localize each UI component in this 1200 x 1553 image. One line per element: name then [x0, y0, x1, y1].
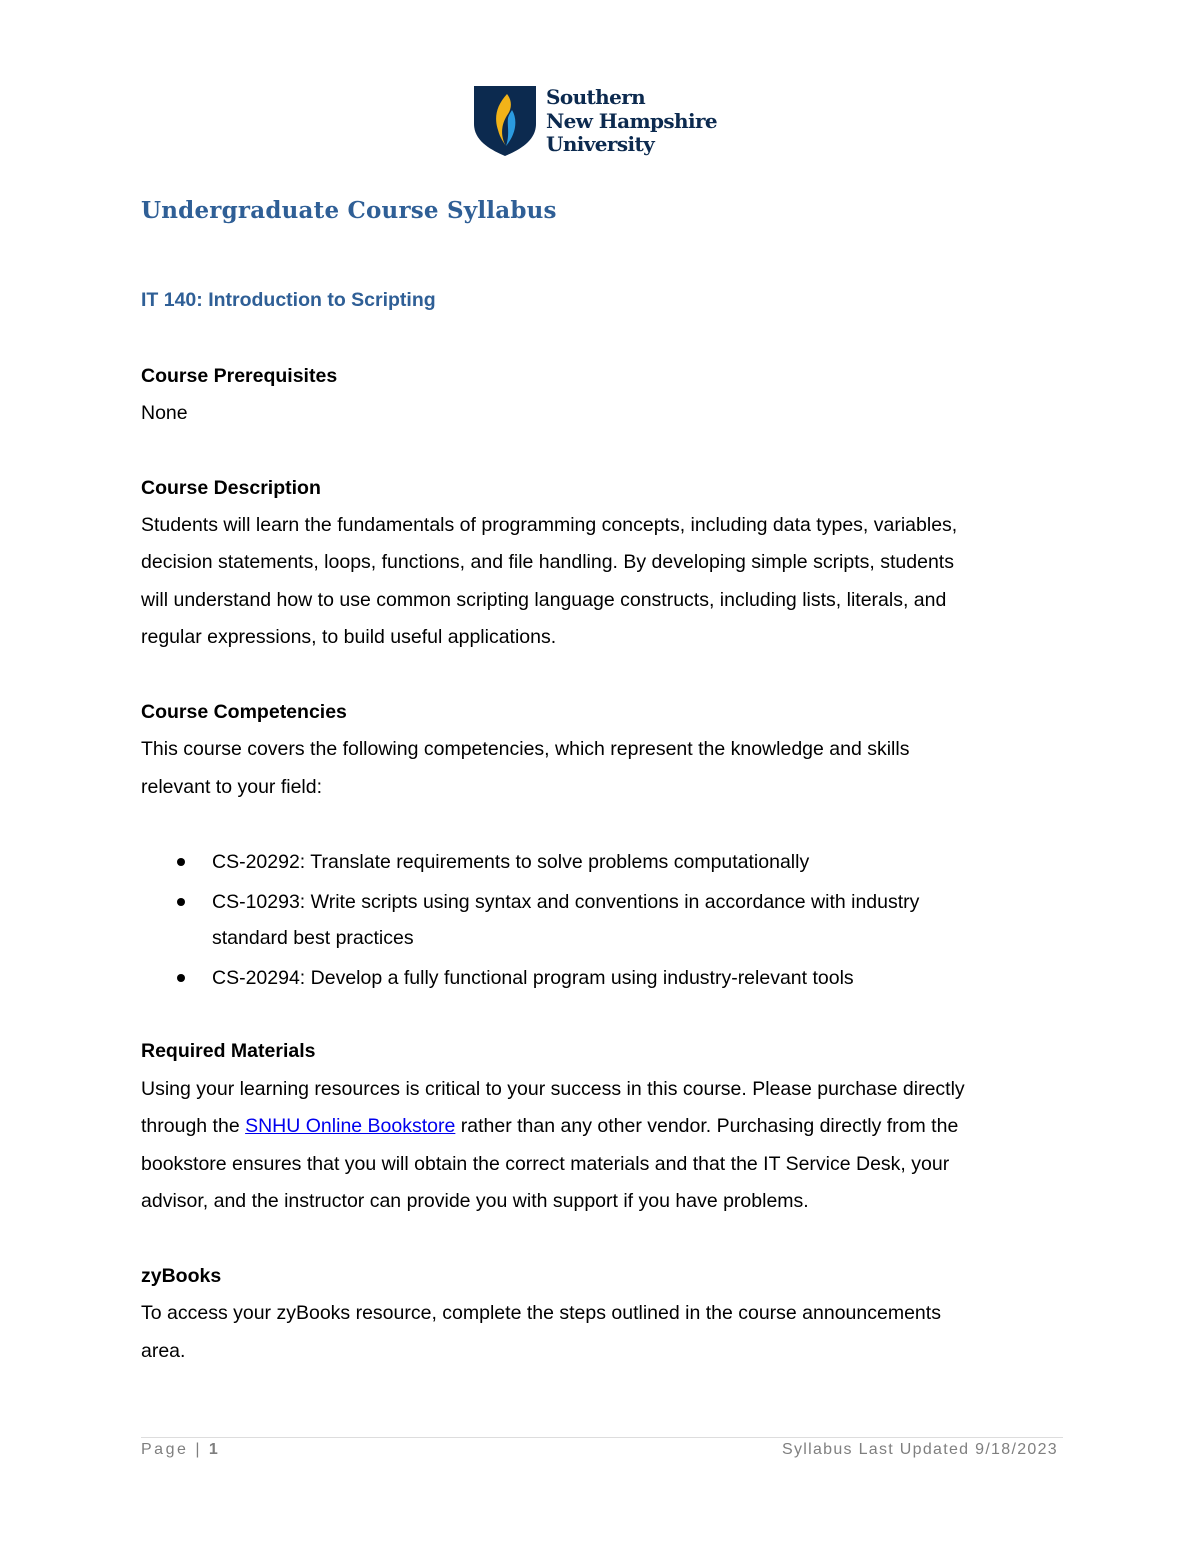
description-line: decision statements, loops, functions, and file handling. By developing simple scripts, students — [141, 551, 954, 573]
last-updated: Syllabus Last Updated 9/18/2023 — [781, 1441, 1058, 1458]
wordmark-line: University — [546, 132, 655, 156]
snhu-shield-logo — [474, 86, 536, 156]
bullet-icon — [177, 858, 185, 866]
competency-item: CS-20294: Develop a fully functional program using industry-relevant tools — [212, 967, 854, 989]
description-heading: Course Description — [141, 477, 321, 499]
competencies-intro: This course covers the following competencies, which represent the knowledge and skills — [141, 738, 910, 760]
competency-item: CS-20292: Translate requirements to solve problems computationally — [212, 851, 810, 873]
zybooks-heading: zyBooks — [141, 1265, 222, 1287]
materials-line: advisor, and the instructor can provide you with support if you have problems. — [141, 1190, 809, 1212]
zybooks-line: area. — [141, 1340, 186, 1362]
materials-line: Using your learning resources is critical to your success in this course. Please purchase directly — [141, 1078, 965, 1100]
materials-text: rather than any other vendor. Purchasing directly from the — [455, 1115, 959, 1137]
footer-divider — [141, 1437, 1063, 1438]
page-title: Undergraduate Course Syllabus — [141, 197, 557, 224]
snhu-wordmark — [546, 86, 717, 157]
competencies-heading: Course Competencies — [141, 701, 347, 723]
page-label: Page | — [141, 1441, 209, 1458]
prereq-heading: Course Prerequisites — [141, 365, 338, 387]
materials-text: through the — [141, 1115, 246, 1137]
bullet-icon — [177, 974, 185, 982]
materials-heading: Required Materials — [141, 1040, 316, 1062]
description-line: will understand how to use common scripting language constructs, including lists, literals, and — [141, 589, 947, 611]
wordmark-line: New Hampshire — [546, 108, 718, 133]
description-line: Students will learn the fundamentals of programming concepts, including data types, variables, — [141, 514, 958, 536]
materials-line — [141, 1114, 958, 1138]
competencies-intro: relevant to your field: — [141, 776, 323, 798]
description-line: regular expressions, to build useful applications. — [141, 626, 557, 648]
bullet-icon — [177, 898, 185, 906]
course-title: IT 140: Introduction to Scripting — [141, 289, 436, 311]
zybooks-line: To access your zyBooks resource, complete the steps outlined in the course announcements — [141, 1302, 941, 1324]
page-number — [141, 1441, 220, 1459]
wordmark-line: Southern — [546, 85, 646, 109]
prereq-value: None — [141, 402, 188, 424]
snhu-bookstore-link[interactable]: SNHU Online Bookstore — [245, 1115, 456, 1137]
competency-item: CS-10293: Write scripts using syntax and conventions in accordance with industry — [212, 891, 920, 913]
page-number-value: 1 — [208, 1441, 221, 1458]
competency-item-continued: standard best practices — [212, 927, 414, 949]
materials-line: bookstore ensures that you will obtain the correct materials and that the IT Service Desk, your — [141, 1153, 950, 1175]
